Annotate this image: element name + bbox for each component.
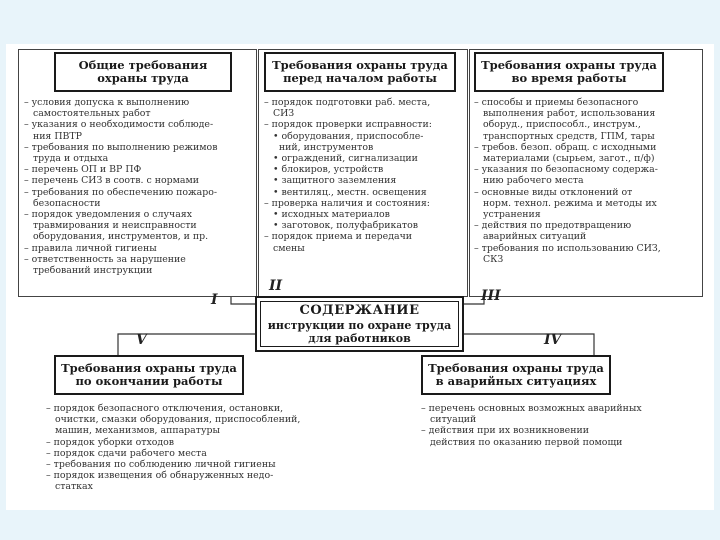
list-item: самостоятельных работ: [24, 108, 151, 120]
list-item: – порядок извещения об обнаруженных недо-: [46, 470, 274, 482]
emergency-title-line-2: в аварийных ситуациях: [435, 374, 597, 388]
list-item: действия по оказанию первой помощи: [421, 436, 623, 448]
emergency-header: [421, 355, 611, 395]
list-item: – действия по предотвращению: [474, 220, 632, 232]
list-item: – ответственность за нарушение: [24, 253, 186, 265]
list-item: – правила личной гигиены: [24, 242, 157, 254]
list-item: – порядок уведомления о случаях: [24, 209, 193, 221]
list-item: смены: [264, 242, 305, 254]
list-item: – порядок уборки отходов: [46, 436, 175, 448]
list-item: – порядок сдачи рабочего места: [46, 447, 207, 459]
content-title-box: [255, 296, 464, 352]
after-work-list: [46, 403, 300, 493]
list-item: • блокиров, устройств: [264, 164, 384, 176]
list-item: – перечень основных возможных аварийных: [421, 403, 642, 414]
list-item: – порядок подготовки раб. места,: [264, 97, 431, 108]
emergency-list: [421, 403, 642, 448]
list-item: выполнения работ, использования: [474, 108, 656, 120]
content-title-line-3: для работников: [308, 332, 411, 345]
list-item: статках: [46, 481, 93, 493]
emergency-title-line-1: Требования охраны труда: [428, 361, 604, 375]
list-item: транспортных средств, ГПМ, тары: [474, 130, 655, 142]
list-item: – требования по выполнению режимов: [24, 141, 218, 153]
numeral-before: II: [269, 278, 283, 294]
list-item: – порядок проверки исправности:: [264, 119, 432, 131]
list-item: • оборудования, приспособле-: [264, 130, 424, 142]
list-item: – проверка наличия и состояния:: [264, 197, 430, 209]
list-item: • заготовок, полуфабрикатов: [264, 220, 419, 232]
after-title-line-1: Требования охраны труда: [61, 361, 237, 375]
list-item: – перечень ОП и ВР ПФ: [24, 164, 142, 176]
numeral-after: V: [136, 332, 147, 348]
list-item: • вентиляц., местн. освещения: [264, 186, 427, 198]
content-title-heading: СОДЕРЖАНИЕ: [299, 303, 420, 318]
list-item: • исходных материалов: [264, 209, 390, 221]
before-work-list: [264, 97, 432, 254]
list-item: безопасности: [24, 197, 101, 209]
list-item: – требования по использованию СИЗ,: [474, 242, 661, 254]
general-title-line-2: охраны труда: [97, 71, 189, 85]
list-item: СИЗ: [264, 108, 295, 120]
during-work-list: [474, 97, 661, 265]
diagram-slide: [6, 44, 714, 510]
numeral-during: III: [481, 288, 501, 304]
list-item: – действия при их возникновении: [421, 425, 589, 437]
connector-emergency: [464, 334, 594, 355]
list-item: – перечень СИЗ в соотв. с нормами: [24, 175, 200, 187]
list-item: – указания по безопасному содержа-: [474, 164, 658, 176]
list-item: ситуаций: [421, 414, 477, 426]
during-title-line-1: Требования охраны труда: [481, 58, 657, 72]
list-item: – требования по соблюдению личной гигиены: [46, 459, 276, 471]
general-title-line-1: Общие требования: [78, 58, 208, 72]
list-item: – порядок безопасного отключения, остановки,: [46, 403, 284, 414]
list-item: – основные виды отклонений от: [474, 186, 633, 198]
list-item: норм. технол. режима и методы их: [474, 197, 657, 209]
list-item: травмирования и неисправности: [24, 220, 197, 232]
during-title-line-2: во время работы: [511, 71, 627, 85]
list-item: – способы и приемы безопасного: [474, 97, 639, 108]
before-section-header: [264, 52, 456, 92]
list-item: • ограждений, сигнализации: [264, 153, 418, 165]
after-work-header: [54, 355, 244, 395]
list-item: материалами (сырьем, загот., п/ф): [474, 153, 655, 165]
general-requirements-list: [24, 97, 217, 276]
list-item: – указания о необходимости соблюде-: [24, 119, 214, 131]
after-title-line-2: по окончании работы: [75, 374, 223, 388]
list-item: – требов. безоп. обращ. с исходными: [474, 141, 657, 153]
list-item: – порядок приема и передачи: [264, 231, 413, 243]
before-title-line-2: перед началом работы: [283, 71, 437, 85]
list-item: оборуд., приспособл., инструм.,: [474, 119, 641, 131]
list-item: требований инструкции: [24, 265, 153, 277]
list-item: труда и отдыха: [24, 153, 109, 165]
list-item: – требования по обеспечению пожаро-: [24, 186, 218, 198]
numeral-emergency: IV: [544, 332, 562, 348]
during-section-header: [474, 52, 664, 92]
list-item: машин, механизмов, аппаратуры: [46, 425, 220, 437]
list-item: очистки, смазки оборудования, приспособлений,: [46, 414, 301, 426]
list-item: аварийных ситуаций: [474, 231, 587, 243]
list-item: ния ПВТР: [24, 130, 82, 142]
list-item: устранения: [474, 209, 541, 221]
list-item: оборудования, инструментов, и пр.: [24, 231, 209, 243]
content-title-line-2: инструкции по охране труда: [267, 319, 452, 332]
general-section-header: [54, 52, 232, 92]
numeral-general: I: [211, 292, 218, 308]
connector-general: [231, 296, 255, 304]
before-title-line-1: Требования охраны труда: [272, 58, 448, 72]
list-item: – условия допуска к выполнению: [24, 97, 190, 108]
list-item: СКЗ: [474, 253, 504, 265]
list-item: • защитного заземления: [264, 175, 397, 187]
list-item: ний, инструментов: [264, 141, 374, 153]
list-item: нию рабочего места: [474, 175, 584, 187]
